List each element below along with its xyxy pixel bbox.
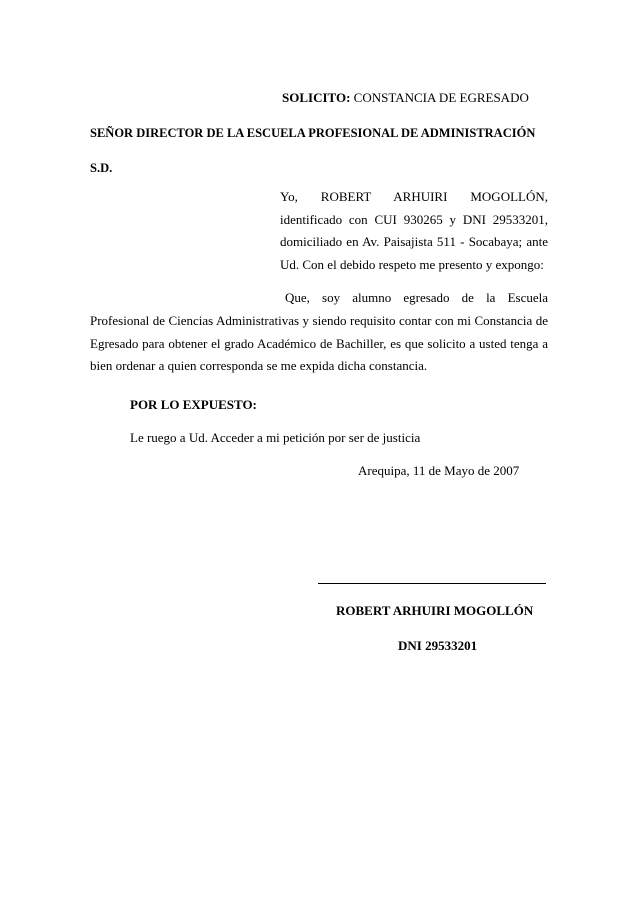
por-lo-expuesto: POR LO EXPUESTO: xyxy=(130,397,257,412)
solicito-label: SOLICITO: xyxy=(282,90,351,105)
signature-dni: DNI 29533201 xyxy=(398,638,478,653)
place-date: Arequipa, 11 de Mayo de 2007 xyxy=(358,463,520,478)
solicito-value: CONSTANCIA DE EGRESADO xyxy=(350,90,529,105)
body-first-line-wrap xyxy=(285,287,548,310)
body-line-1: Profesional de Ciencias Administrativas y siendo requisito contar con mi Constancia de xyxy=(90,313,548,328)
ruego-line: Le ruego a Ud. Acceder a mi petición por ser de justicia xyxy=(130,430,421,445)
body-first-line: Que, soy alumno egresado de la Escuela xyxy=(285,290,548,305)
signature-name: ROBERT ARHUIRI MOGOLLÓN xyxy=(336,603,534,618)
intro-line-4: Ud. Con el debido respeto me presento y expongo: xyxy=(280,256,544,272)
body-line-2: Egresado para obtener el grado Académico de Bachiller, es que solicito a usted tenga a xyxy=(90,335,548,351)
solicito-heading xyxy=(282,90,529,106)
intro-line-2: identificado con CUI 930265 y DNI 29533201, xyxy=(280,211,548,227)
body-line-3: bien ordenar a quien corresponda se me expida dicha constancia. xyxy=(90,358,428,373)
intro-block xyxy=(280,186,548,276)
salutation-sd: S.D. xyxy=(90,161,113,175)
intro-line-3: domiciliado en Av. Paisajista 511 - Socabaya; ante xyxy=(280,234,548,249)
body-paragraph xyxy=(90,310,548,378)
addressee: SEÑOR DIRECTOR DE LA ESCUELA PROFESIONAL DE ADMINISTRACIÓN xyxy=(90,126,536,140)
signature-line xyxy=(318,583,546,584)
intro-line-1: Yo, ROBERT ARHUIRI MOGOLLÓN, xyxy=(280,189,548,204)
